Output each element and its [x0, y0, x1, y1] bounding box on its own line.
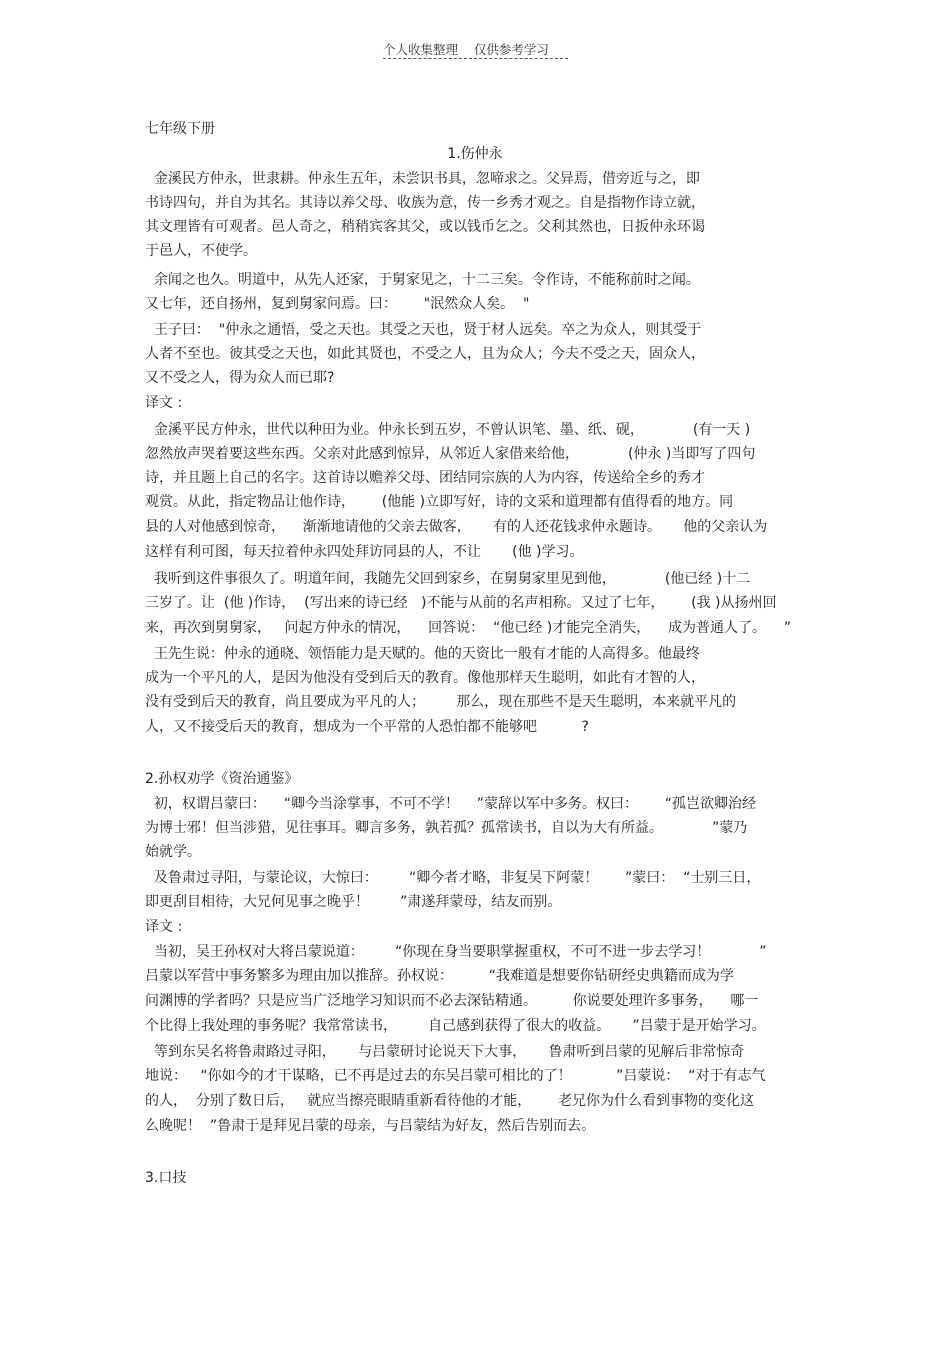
section-title: 3.口技 [145, 1170, 187, 1186]
text-line: 诗，并且题上自己的名字。这首诗以赡养父母、团结同宗族的人为内容，传送给全乡的秀才 [145, 470, 705, 486]
text-line: 始就学。 [145, 844, 201, 860]
text-line: 人，又不接受后天的教育，想成为一个平常的人恐怕都不能够吧 ? [145, 719, 589, 735]
translation-label: 译文 : [145, 395, 183, 411]
text-line: 等到东吴名将鲁肃路过寻阳， 与吕蒙研讨论说天下大事， 鲁肃听到吕蒙的见解后非常惊奇 [145, 1044, 745, 1060]
text-line: 及鲁肃过寻阳，与蒙论议，大惊曰： “卿今者才略，非复吴下阿蒙！ ”蒙曰： “士别三日， [145, 870, 761, 886]
text-line: 初，权谓吕蒙曰： “卿今当涂掌事，不可不学！ ”蒙辞以军中多务。权曰： “孤岂欲卿治经 [145, 796, 756, 812]
text-line: 又七年，还自扬州，复到舅家问焉。曰： "泯然众人矣。 " [145, 296, 530, 312]
text-line: 于邑人，不使学。 [145, 243, 257, 259]
header-divider [383, 58, 568, 59]
text-line: 人者不至也。彼其受之天也，如此其贤也，不受之人，且为众人；今夫不受之天，固众人， [145, 346, 705, 362]
text-line: 又不受之人，得为众人而已耶? [145, 370, 335, 386]
text-line: 书诗四句，并自为其名。其诗以养父母、收族为意，传一乡秀才观之。自是指物作诗立就， [145, 195, 705, 211]
text-line: 即更刮目相待，大兄何见事之晚乎！ ”肃遂拜蒙母，结友而别。 [145, 894, 562, 910]
text-line: 问渊博的学者吗？只是应当广泛地学习知识而不必去深钻精通。 你说要处理许多事务， 哪一 [145, 993, 759, 1009]
text-line: 的人， 分别了数日后， 就应当擦亮眼睛重新看待他的才能， 老兄你为什么看到事物的变化这 [145, 1093, 754, 1109]
section-title: 1.伤仲永 [447, 146, 503, 162]
translation-label: 译文 : [145, 919, 183, 935]
text-line: 没有受到后天的教育，尚且要成为平凡的人； 那么，现在那些不是天生聪明，本来就平凡的 [145, 694, 737, 710]
text-line: 王先生说：仲永的通晓、领悟能力是天赋的。他的天资比一般有才能的人高得多。他最终 [145, 646, 700, 662]
text-line: 地说： “你如今的才干谋略，已不再是过去的东吴吕蒙可相比的了！ ”吕蒙说： “对于有志气 [145, 1068, 766, 1084]
text-line: 吕蒙以军营中事务繁多为理由加以推辞。孙权说： “我难道是想要你钻研经史典籍而成为学 [145, 968, 734, 984]
page-header: 个人收集整理 仅供参考学习 [383, 42, 549, 57]
text-line: 个比得上我处理的事务呢？我常常读书， 自己感到获得了很大的收益。 ”吕蒙于是开始学习。 [145, 1018, 766, 1034]
text-line: 金溪民方仲永，世隶耕。仲永生五年，未尝识书具，忽啼求之。父异焉，借旁近与之，即 [145, 171, 700, 187]
text-line: 来，再次到舅舅家， 问起方仲永的情况， 回答说： “他已经 )才能完全消失， 成为普通人了。 ” [145, 620, 792, 636]
text-line: 其文理皆有可观者。邑人奇之，稍稍宾客其父，或以钱币乞之。父利其然也，日扳仲永环谒 [145, 219, 705, 235]
grade-label: 七年级下册 [145, 121, 215, 137]
text-line: 为博士邪！但当涉猎，见往事耳。卿言多务，孰若孤？孤常读书，自以为大有所益。 ”蒙乃 [145, 820, 748, 836]
text-line: 金溪平民方仲永，世代以种田为业。仲永长到五岁，不曾认识笔、墨、纸、砚， (有一天 ) [145, 422, 751, 438]
text-line: 三岁了。让 (他 )作诗， (写出来的诗已经 )不能与从前的名声相称。又过了七年， (我 )从扬州回 [145, 595, 777, 611]
text-line: 么晚呢！ ”鲁肃于是拜见吕蒙的母亲，与吕蒙结为好友，然后告别而去。 [145, 1118, 596, 1134]
text-line: 县的人对他感到惊奇， 渐渐地请他的父亲去做客， 有的人还花钱求仲永题诗。 他的父亲认为 [145, 519, 768, 535]
text-line: 王子曰： "仲永之通悟，受之天也。其受之天也，贤于材人远矣。卒之为众人，则其受于 [145, 322, 702, 338]
text-line: 这样有利可图，每天拉着仲永四处拜访同县的人，不让 (他 )学习。 [145, 544, 584, 560]
section-title: 2.孙权劝学《资治通鉴》 [145, 771, 299, 787]
text-line: 我听到这件事很久了。明道年间，我随先父回到家乡，在舅舅家里见到他， (他已经 )十二 [145, 571, 751, 587]
text-line: 观赏。从此，指定物品让他作诗， (他能 )立即写好，诗的文采和道理都有值得看的地方。同 [145, 494, 734, 510]
text-line: 余闻之也久。明道中，从先人还家，于舅家见之，十二三矣。令作诗，不能称前时之闻。 [145, 272, 700, 288]
text-line: 当初，吴王孙权对大将吕蒙说道： “你现在身当要职掌握重权，不可不进一步去学习！ ” [145, 944, 767, 960]
text-line: 忽然放声哭着要这些东西。父亲对此感到惊异，从邻近人家借来给他， (仲永 )当即写了四句 [145, 446, 756, 462]
text-line: 成为一个平凡的人，是因为他没有受到后天的教育。像他那样天生聪明，如此有才智的人， [145, 670, 705, 686]
